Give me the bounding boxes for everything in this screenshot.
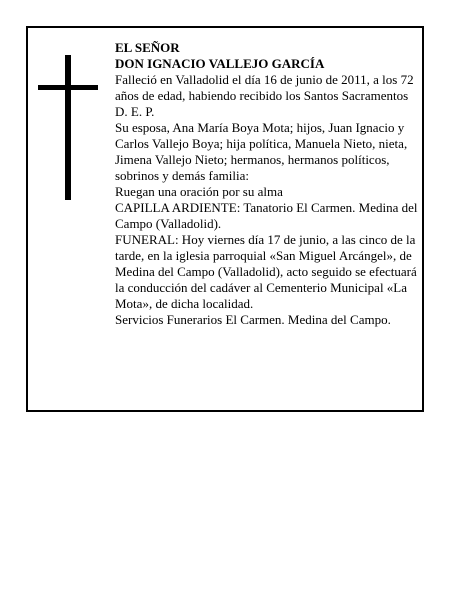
chapel-info: CAPILLA ARDIENTE: Tanatorio El Carmen. Medina del Campo (Valladolid). bbox=[115, 200, 418, 231]
notice-title: EL SEÑOR bbox=[115, 40, 180, 55]
death-info: Falleció en Valladolid el día 16 de junio de 2011, a los 72 años de edad, habiendo recibido los Santos Sacramentos bbox=[115, 72, 414, 103]
cross-horizontal-bar bbox=[38, 85, 98, 90]
latin-cross-icon bbox=[38, 55, 98, 200]
prayer-request: Ruegan una oración por su alma bbox=[115, 184, 283, 199]
dep-line: D. E. P. bbox=[115, 104, 155, 119]
obituary-notice bbox=[26, 26, 424, 412]
funeral-info: FUNERAL: Hoy viernes día 17 de junio, a las cinco de la tarde, en la iglesia parroquial «San Miguel Arcángel», de Medina del Campo (Valladolid), acto seguido se efectuará la conducción del cadáver al Cementerio Municipal «La Mota», de dicha localidad. bbox=[115, 232, 417, 311]
obituary-text bbox=[115, 40, 423, 328]
deceased-name: DON IGNACIO VALLEJO GARCÍA bbox=[115, 56, 325, 71]
family-list: Su esposa, Ana María Boya Mota; hijos, Juan Ignacio y Carlos Vallejo Boya; hija política, Manuela Nieto, nieta, Jimena Vallejo Nieto; hermanos, hermanos políticos, sobrinos y demás familia: bbox=[115, 120, 408, 183]
funeral-services: Servicios Funerarios El Carmen. Medina del Campo. bbox=[115, 312, 391, 327]
cross-vertical-bar bbox=[65, 55, 71, 200]
